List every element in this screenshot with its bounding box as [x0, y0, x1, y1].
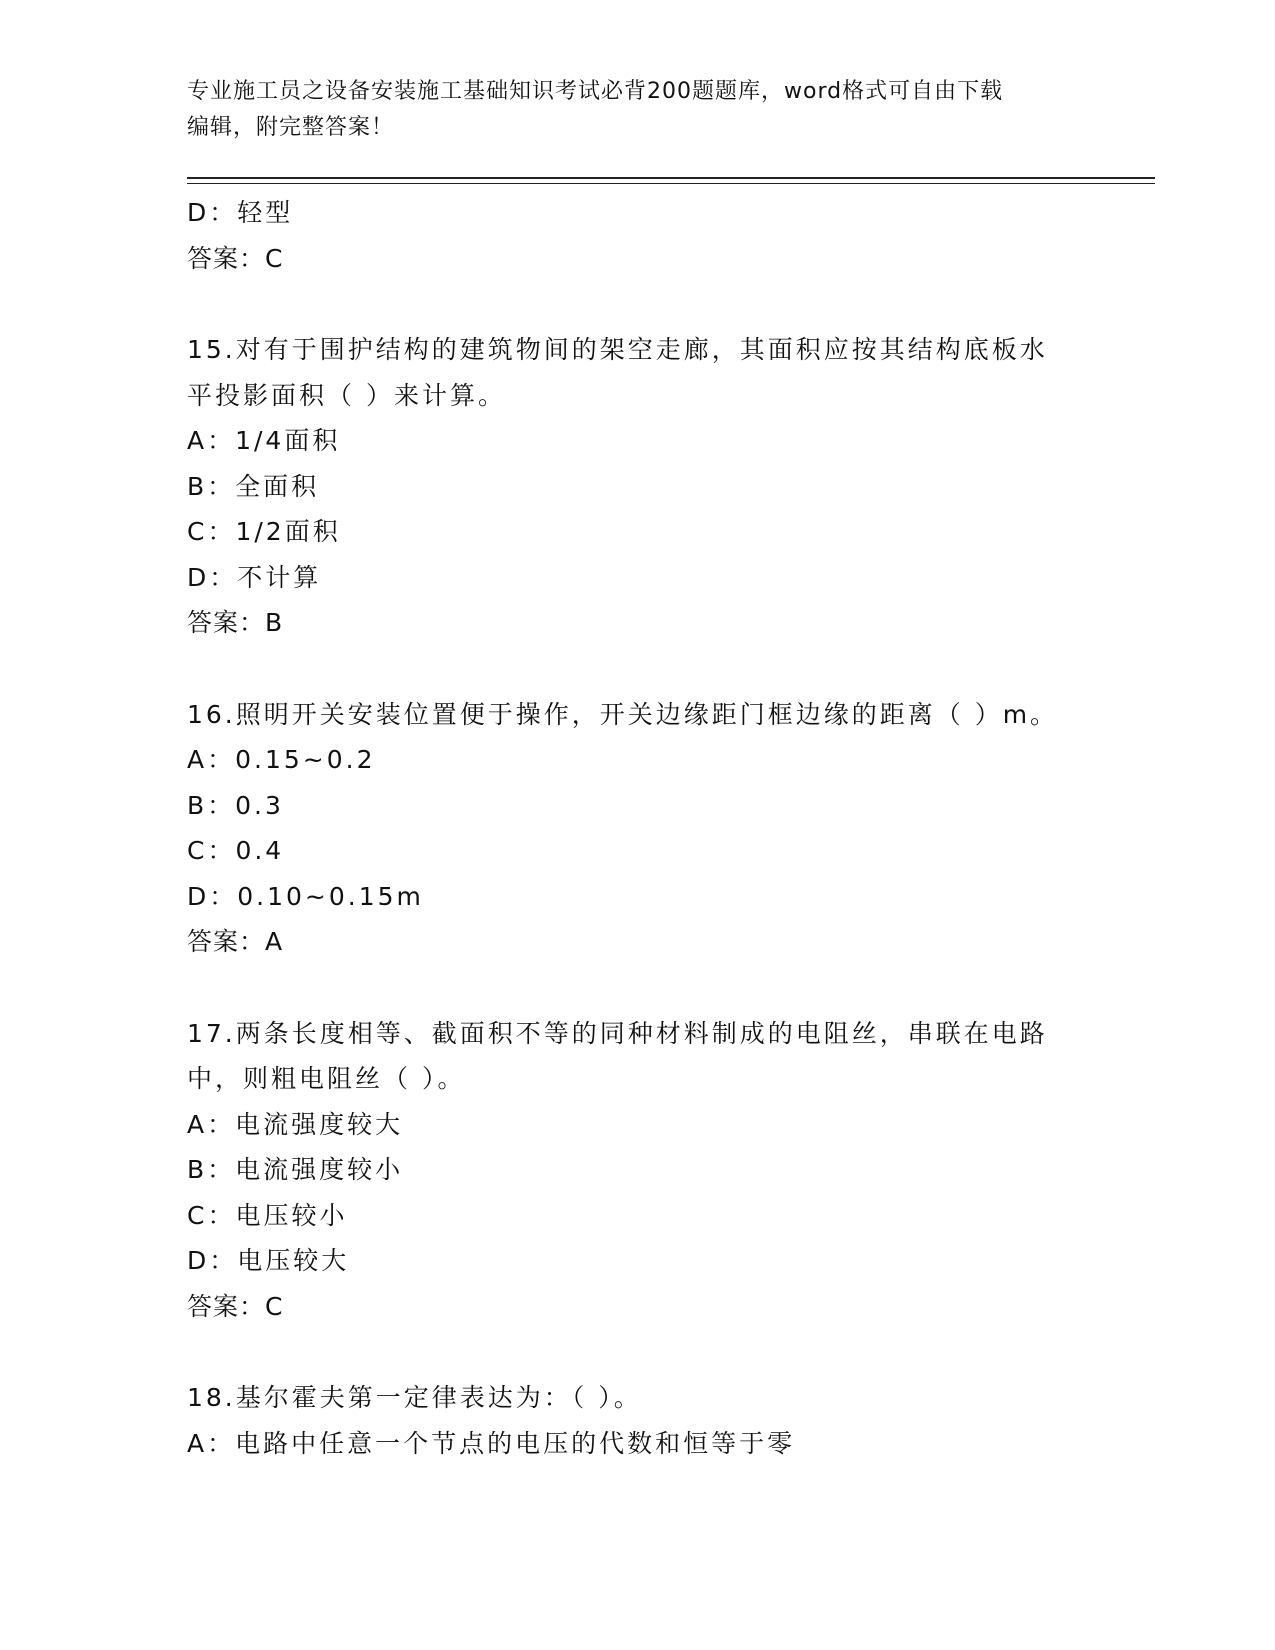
document-header	[187, 74, 1067, 146]
header-title-line-2: 编辑，附完整答案！	[187, 115, 395, 140]
option-c: C：电压较小	[187, 1200, 348, 1230]
option-a: A：电流强度较大	[187, 1109, 404, 1139]
option-d: D：电压较大	[187, 1246, 350, 1275]
option-a: A：0.15~0.2	[187, 745, 376, 774]
header-divider-thick	[187, 177, 1155, 179]
question-stem-line-1: 18.基尔霍夫第一定律表达为：（ ）。	[187, 1383, 642, 1412]
question-stem-line-2: 平投影面积（ ）来计算。	[187, 380, 506, 410]
question-17	[187, 1011, 1087, 1330]
question-16	[187, 692, 1087, 965]
question-list	[187, 190, 1087, 1466]
answer-line: 答案：B	[187, 608, 284, 637]
question-stem-line-2: 中，则粗电阻丝（ ）。	[187, 1064, 466, 1093]
answer-line: 答案：A	[187, 927, 284, 956]
header-title-line-1: 专业施工员之设备安装施工基础知识考试必背200题题库，word格式可自由下载	[187, 79, 1004, 104]
answer-line: 答案：C	[187, 243, 284, 273]
previous-question-tail	[187, 190, 1087, 281]
question-18	[187, 1375, 1087, 1466]
option-b: B：0.3	[187, 790, 284, 820]
question-stem-line-1: 15.对有于围护结构的建筑物间的架空走廊，其面积应按其结构底板水	[187, 335, 1048, 364]
header-divider-thin	[187, 183, 1155, 184]
question-15	[187, 327, 1087, 646]
option-b: B：电流强度较小	[187, 1155, 404, 1184]
option-a: A：电路中任意一个节点的电压的代数和恒等于零	[187, 1428, 796, 1458]
option-b: B：全面积	[187, 471, 320, 501]
spacer	[187, 646, 1087, 692]
question-stem-line-1: 17.两条长度相等、截面积不等的同种材料制成的电阻丝，串联在电路	[187, 1018, 1048, 1048]
option-d: D：0.10~0.15m	[187, 881, 424, 911]
spacer	[187, 965, 1087, 1011]
option-d: D：不计算	[187, 562, 322, 592]
option-c: C：0.4	[187, 836, 285, 865]
option-d: D：轻型	[187, 198, 294, 227]
spacer	[187, 1329, 1087, 1375]
option-c: C：1/2面积	[187, 517, 341, 546]
spacer	[187, 281, 1087, 327]
answer-line: 答案：C	[187, 1291, 284, 1321]
question-stem-line-1: 16.照明开关安装位置便于操作，开关边缘距门框边缘的距离（ ）m。	[187, 699, 1059, 729]
option-a: A：1/4面积	[187, 426, 341, 455]
